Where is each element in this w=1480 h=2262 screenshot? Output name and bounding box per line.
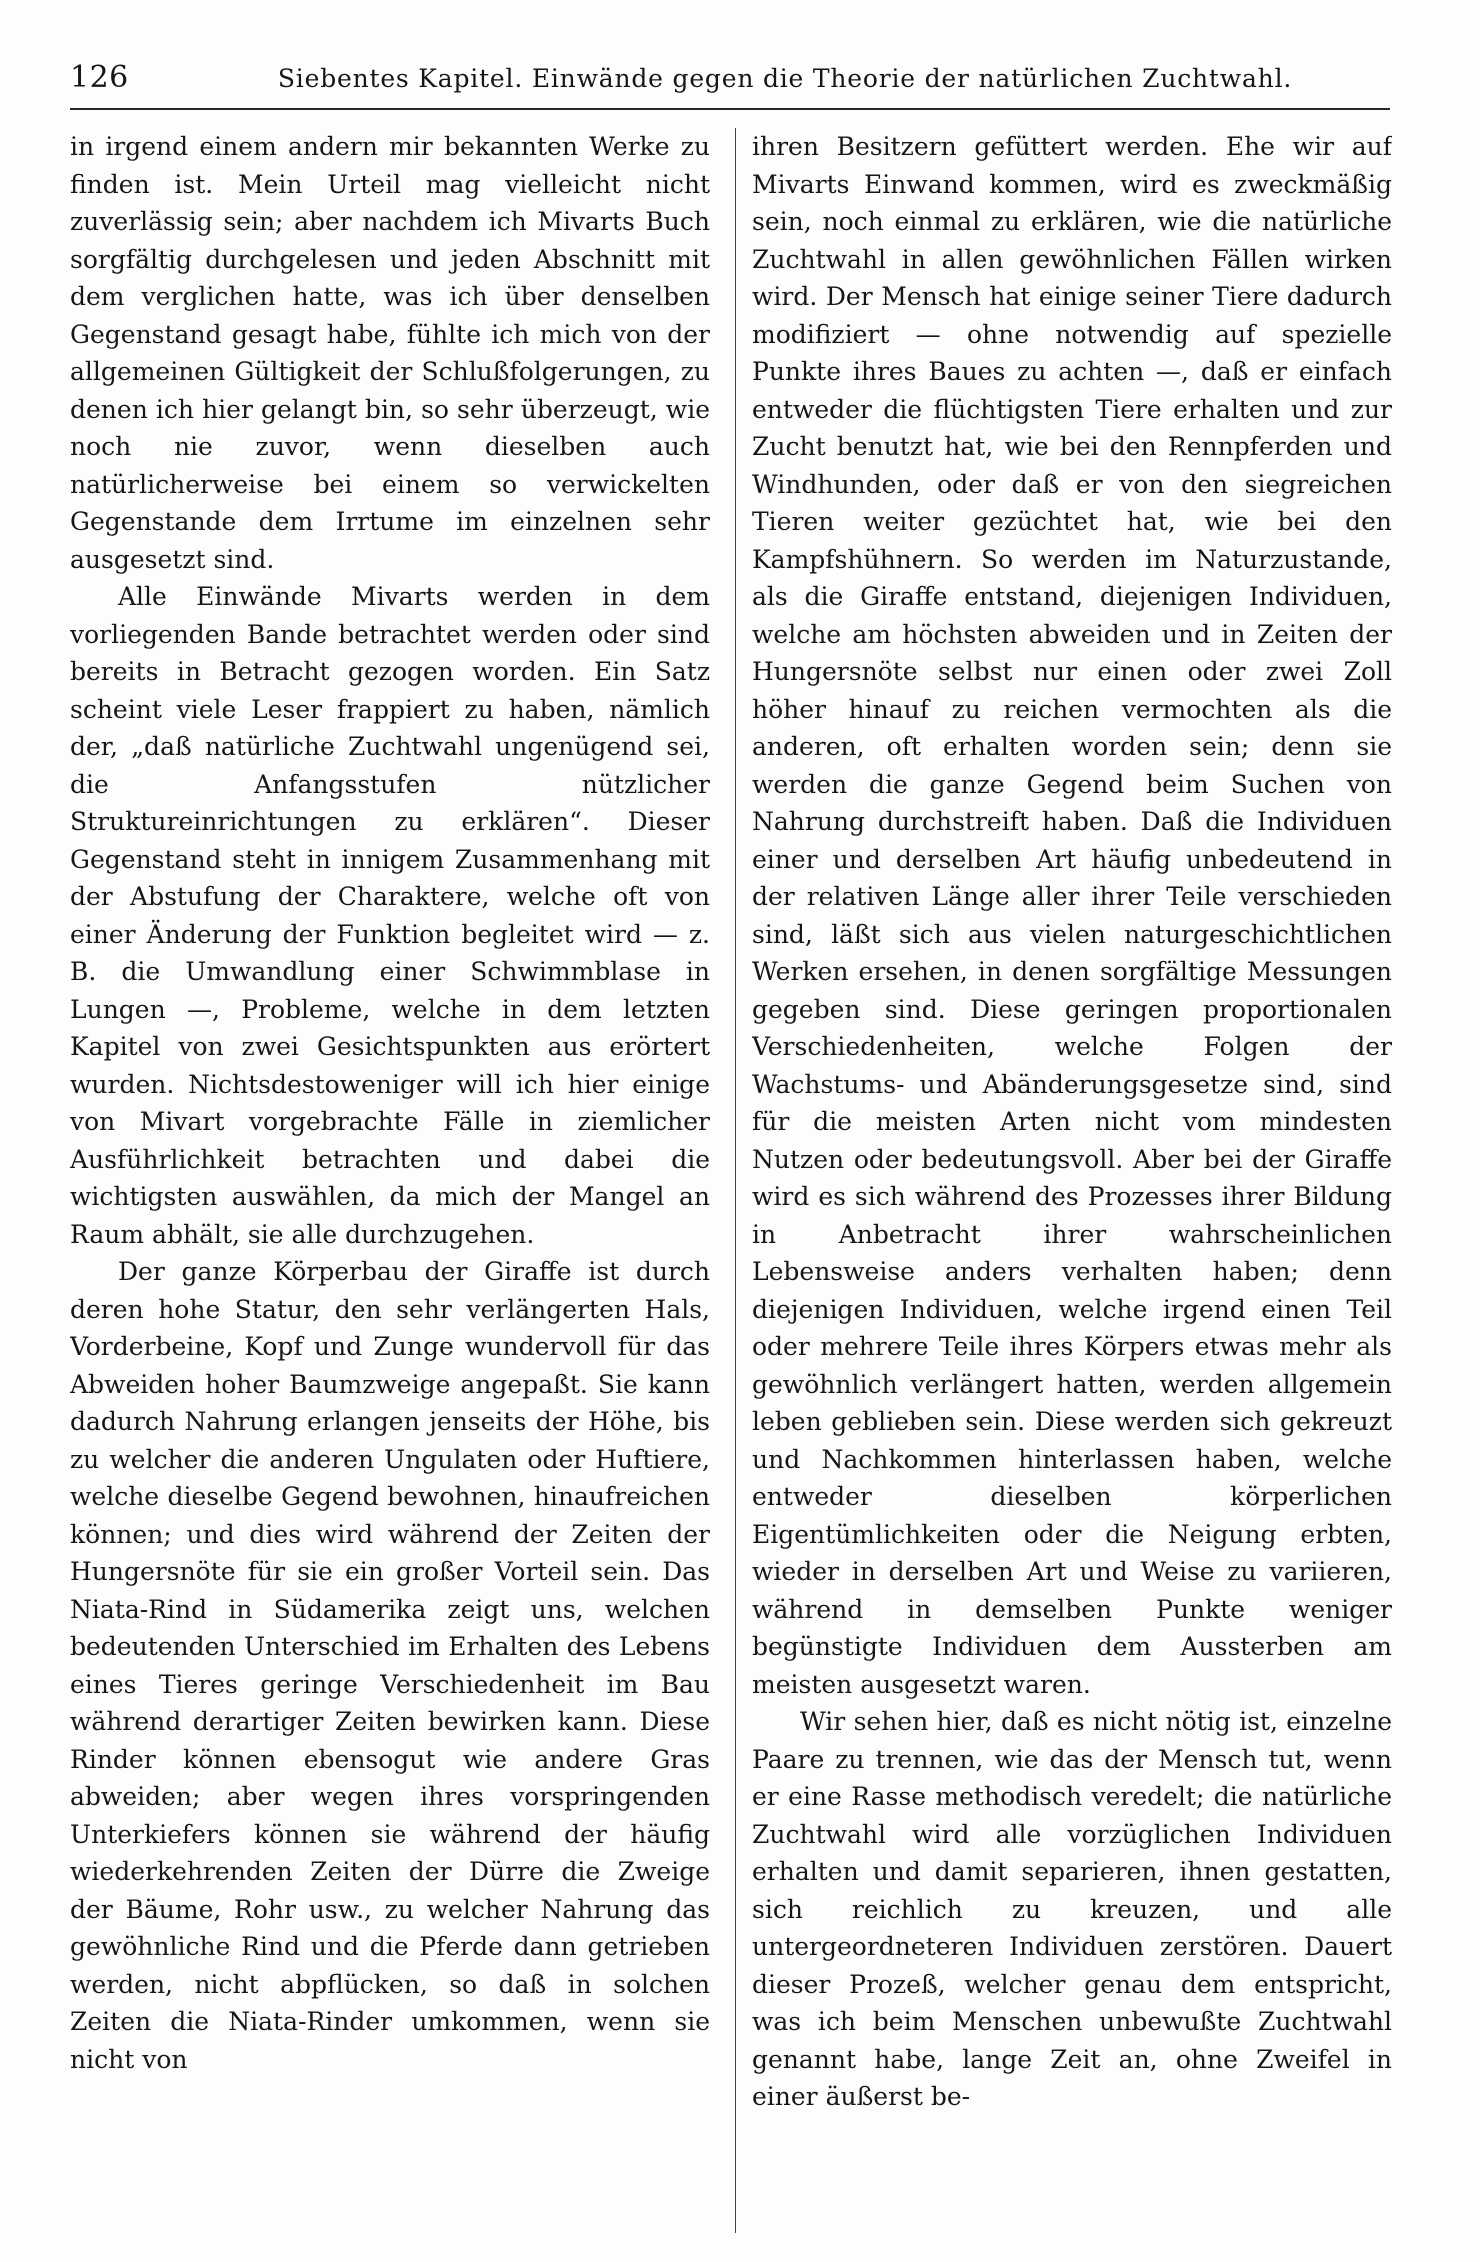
right-column (752, 128, 1392, 2238)
paragraph: Wir sehen hier, daß es nicht nötig ist, einzelne Paare zu trennen, wie das der Mensch tut, wenn er eine Rasse methodisch veredelt; die natürliche Zuchtwahl wird alle vorzüglichen Individuen erhalten und damit separieren, ihnen gestatten, sich reichlich zu kreuzen, und alle untergeordneteren Individuen zerstören. Dauert dieser Prozeß, welcher genau dem entspricht, was ich beim Menschen unbewußte Zuchtwahl genannt habe, lange Zeit an, ohne Zweifel in einer äußerst be- (752, 1707, 1392, 2111)
header-rule (70, 108, 1390, 110)
column-divider (735, 128, 736, 2233)
page-number: 126 (70, 60, 129, 95)
chapter-heading: Siebentes Kapitel. Einwände gegen die Theorie der natürlichen Zuchtwahl. (277, 64, 1293, 93)
paragraph: Der ganze Körperbau der Giraffe ist durch deren hohe Statur, den sehr verlängerten Hals, Vorderbeine, Kopf und Zunge wundervoll für das Abweiden hoher Baumzweige angepaßt. Sie kann dadurch Nahrung erlangen jenseits der Höhe, bis zu welcher die anderen Ungulaten oder Huftiere, welche dieselbe Gegend bewohnen, hinaufreichen können; und dies wird während der Zeiten der Hungersnöte für sie ein großer Vorteil sein. Das Niata-Rind in Südamerika zeigt uns, welchen bedeutenden Unterschied im Erhalten des Lebens eines Tieres geringe Verschiedenheit im Bau während derartiger Zeiten bewirken kann. Diese Rinder können ebensogut wie andere Gras abweiden; aber wegen ihres vorspringenden Unterkiefers können sie während der häufig wiederkehrenden Zeiten der Dürre die Zweige der Bäume, Rohr usw., zu welcher Nahrung das gewöhnliche Rind und die Pferde dann getrieben werden, nicht abpflücken, so daß in solchen Zeiten die Niata-Rinder umkommen, wenn sie nicht von (70, 1257, 710, 2074)
paragraph: in irgend einem andern mir bekannten Werke zu finden ist. Mein Urteil mag vielleicht nicht zuverlässig sein; aber nachdem ich Mivarts Buch sorgfältig durchgelesen und jeden Abschnitt mit dem verglichen hatte, was ich über denselben Gegenstand gesagt habe, fühlte ich mich von der allgemeinen Gültigkeit der Schlußfolgerungen, zu denen ich hier gelangt bin, so sehr überzeugt, wie noch nie zuvor, wenn dieselben auch natürlicherweise bei einem so verwickelten Gegenstande dem Irrtume im einzelnen sehr ausgesetzt sind. (70, 132, 710, 574)
left-column (70, 128, 710, 2238)
paragraph: Alle Einwände Mivarts werden in dem vorliegenden Bande betrachtet werden oder sind bereits in Betracht gezogen worden. Ein Satz scheint viele Leser frappiert zu haben, nämlich der, „daß natürliche Zuchtwahl ungenügend sei, die Anfangsstufen nützlicher Struktureinrichtungen zu erklären“. Dieser Gegenstand steht in innigem Zusammenhang mit der Abstufung der Charaktere, welche oft von einer Änderung der Funktion begleitet wird — z. B. die Umwandlung einer Schwimmblase in Lungen —, Probleme, welche in dem letzten Kapitel von zwei Gesichtspunkten aus erörtert wurden. Nichtsdestoweniger will ich hier einige von Mivart vorgebrachte Fälle in ziemlicher Ausführlichkeit betrachten und dabei die wichtigsten auswählen, da mich der Mangel an Raum abhält, sie alle durchzugehen. (70, 582, 710, 1249)
paragraph: ihren Besitzern gefüttert werden. Ehe wir auf Mivarts Einwand kommen, wird es zweckmäßig sein, noch einmal zu erklären, wie die natürliche Zuchtwahl in allen gewöhnlichen Fällen wirken wird. Der Mensch hat einige seiner Tiere dadurch modifiziert — ohne notwendig auf spezielle Punkte ihres Baues zu achten —, daß er einfach entweder die flüchtigsten Tiere erhalten und zur Zucht benutzt hat, wie bei den Rennpferden und Windhunden, oder daß er von den siegreichen Tieren weiter gezüchtet hat, wie bei den Kampfshühnern. So werden im Naturzustande, als die Giraffe entstand, diejenigen Individuen, welche am höchsten abweiden und in Zeiten der Hungersnöte selbst nur einen oder zwei Zoll höher hinauf zu reichen vermochten als die anderen, oft erhalten worden sein; denn sie werden die ganze Gegend beim Suchen von Nahrung durchstreift haben. Daß die Individuen einer und derselben Art häufig unbedeutend in der relativen Länge aller ihrer Teile verschieden sind, läßt sich aus vielen naturgeschichtlichen Werken ersehen, in denen sorgfältige Messungen gegeben sind. Diese geringen proportionalen Verschiedenheiten, welche Folgen der Wachstums- und Abänderungsgesetze sind, sind für die meisten Arten nicht vom mindesten Nutzen oder bedeutungsvoll. Aber bei der Giraffe wird es sich während des Prozesses ihrer Bildung in Anbetracht ihrer wahrscheinlichen Lebensweise anders verhalten haben; denn diejenigen Individuen, welche irgend einen Teil oder mehrere Teile ihres Körpers etwas mehr als gewöhnlich verlängert hatten, werden allgemein leben geblieben sein. Diese werden sich gekreuzt und Nachkommen hinterlassen haben, welche entweder dieselben körperlichen Eigentümlichkeiten oder die Neigung erbten, wieder in derselben Art und Weise zu variieren, während in demselben Punkte weniger begünstigte Individuen dem Aussterben am meisten ausgesetzt waren. (752, 132, 1392, 1699)
running-head (70, 60, 1390, 104)
